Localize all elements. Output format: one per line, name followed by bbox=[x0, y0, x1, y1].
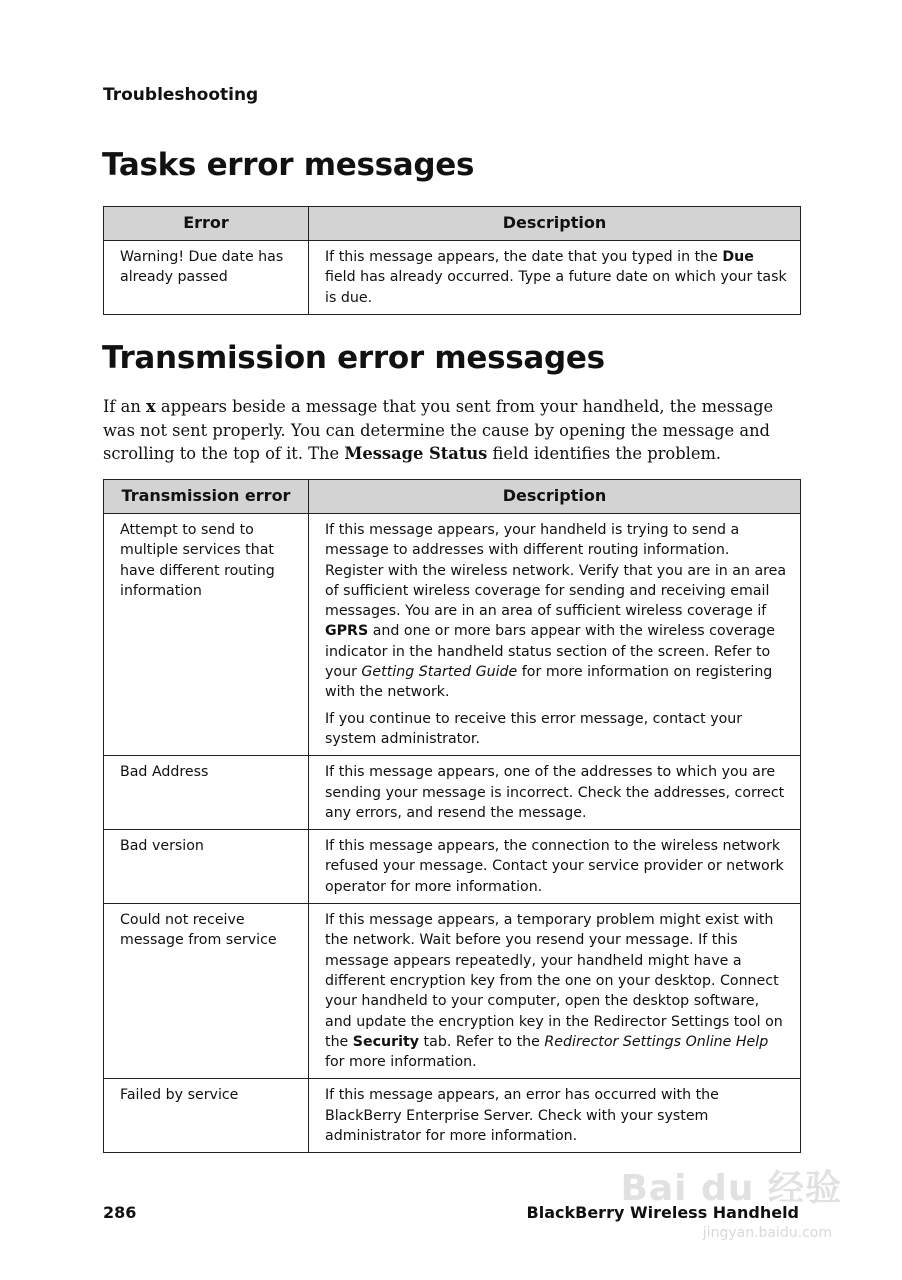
table-row bbox=[104, 514, 801, 756]
description-paragraph: If you continue to receive this error message, contact your system administrator. bbox=[325, 710, 743, 747]
table-header-row bbox=[104, 480, 801, 514]
tasks-heading: Tasks error messages bbox=[102, 147, 475, 183]
description-cell bbox=[309, 514, 801, 756]
table-row bbox=[104, 756, 801, 830]
table-row bbox=[104, 830, 801, 904]
error-cell: Failed by service bbox=[104, 1079, 309, 1153]
footer-title: BlackBerry Wireless Handheld bbox=[526, 1203, 799, 1222]
table-row bbox=[104, 1079, 801, 1153]
tasks-error-table bbox=[103, 206, 801, 315]
table-row bbox=[104, 904, 801, 1079]
column-header-description: Description bbox=[309, 480, 801, 514]
error-cell: Attempt to send to multiple services that have different routing information bbox=[104, 514, 309, 756]
description-cell: If this message appears, a temporary problem might exist with the network. Wait before you resend your message. If this message appears repeatedly, your handheld might have a different encryption key from the one on your desktop. Connect your handheld to your computer, open the desktop software, and update the encryption key in the Redirector Settings tool on the Security tab. Refer to the Redirector Settings Online Help for more information. bbox=[309, 904, 801, 1079]
transmission-heading: Transmission error messages bbox=[102, 340, 605, 376]
description-paragraph: If this message appears, your handheld is trying to send a message to addresses with different routing information. Register with the wireless network. Verify that you are in an area of sufficient wireless coverage for sending and receiving email messages. You are in an area of sufficient wireless coverage if GPRS and one or more bars appear with the wireless coverage indicator in the handheld status section of the screen. Refer to your Getting Started Guide for more information on registering with the network. bbox=[325, 522, 787, 701]
error-cell: Bad Address bbox=[104, 756, 309, 830]
error-cell: Bad version bbox=[104, 830, 309, 904]
column-header-error: Error bbox=[104, 207, 309, 241]
description-cell: If this message appears, an error has occurred with the BlackBerry Enterprise Server. Check with your system administrator for more information. bbox=[309, 1079, 801, 1153]
intro-paragraph: If an x appears beside a message that you sent from your handheld, the message was not sent properly. You can determine the cause by opening the message and scrolling to the top of it. The Message Status field identifies the problem. bbox=[103, 397, 774, 463]
watermark-url: jingyan.baidu.com bbox=[702, 1225, 832, 1241]
description-cell: If this message appears, the connection to the wireless network refused your message. Contact your service provider or network operator for more information. bbox=[309, 830, 801, 904]
page-number: 286 bbox=[103, 1203, 137, 1222]
description-cell: If this message appears, one of the addresses to which you are sending your message is incorrect. Check the addresses, correct any errors, and resend the message. bbox=[309, 756, 801, 830]
error-cell: Warning! Due date has already passed bbox=[104, 241, 309, 315]
column-header-description: Description bbox=[309, 207, 801, 241]
column-header-transmission-error: Transmission error bbox=[104, 480, 309, 514]
table-row bbox=[104, 241, 801, 315]
watermark-logo: Bai du 经验 bbox=[620, 1168, 842, 1209]
field-name: Due bbox=[722, 249, 754, 265]
error-cell: Could not receive message from service bbox=[104, 904, 309, 1079]
running-header: Troubleshooting bbox=[103, 85, 259, 105]
description-cell: If this message appears, the date that you typed in the Due field has already occurred. Type a future date on which your task is due. bbox=[309, 241, 801, 315]
table-header-row bbox=[104, 207, 801, 241]
transmission-error-table bbox=[103, 479, 801, 1153]
